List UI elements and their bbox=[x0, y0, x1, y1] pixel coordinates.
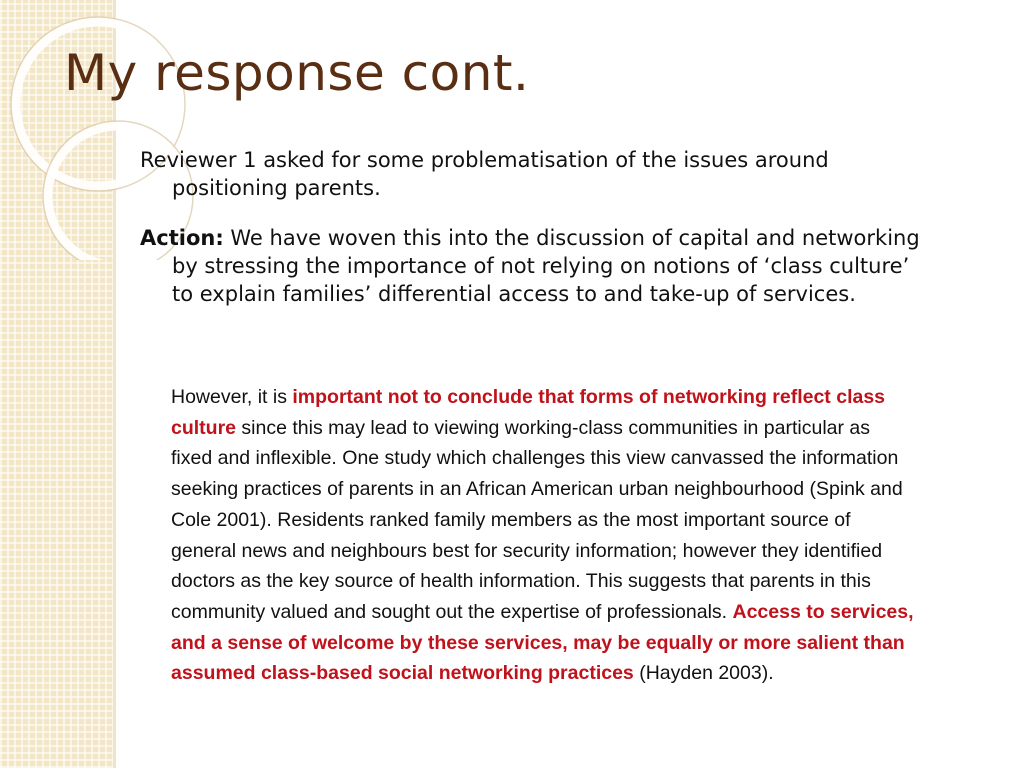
quoted-passage bbox=[171, 382, 916, 689]
quote-text-1: However, it is bbox=[171, 386, 293, 408]
slide-body bbox=[140, 146, 920, 308]
action-paragraph bbox=[140, 224, 920, 308]
reviewer-paragraph: Reviewer 1 asked for some problematisation of the issues around positioning parents. bbox=[140, 148, 829, 200]
quote-highlight-2: Access to services, and a sense of welcome by these services, may be equally or more salient than assumed class-based social networking practices bbox=[171, 600, 914, 685]
slide-title: My response cont. bbox=[64, 44, 530, 102]
quote-highlight-1: important not to conclude that forms of networking reflect class culture bbox=[171, 386, 886, 439]
quote-text-2: since this may lead to viewing working-class communities in particular as fixed and inflexible. One study which challenges this view canvassed the information seeking practices of parents in an African American urban neighbourhood (Spink and Cole 2001). Residents ranked family members as the most important source of general news and neighbours best for security information; however they identified doctors as the key source of health information. This suggests that parents in this community valued and sought out the expertise of professionals. bbox=[171, 416, 903, 623]
action-text: We have woven this into the discussion of capital and networking by stressing the importance of not relying on notions of ‘class culture’ to explain families’ differential access to and take-up of services. bbox=[172, 226, 920, 306]
action-label: Action: bbox=[140, 226, 224, 250]
quote-text-3: (Hayden 2003). bbox=[633, 662, 774, 685]
